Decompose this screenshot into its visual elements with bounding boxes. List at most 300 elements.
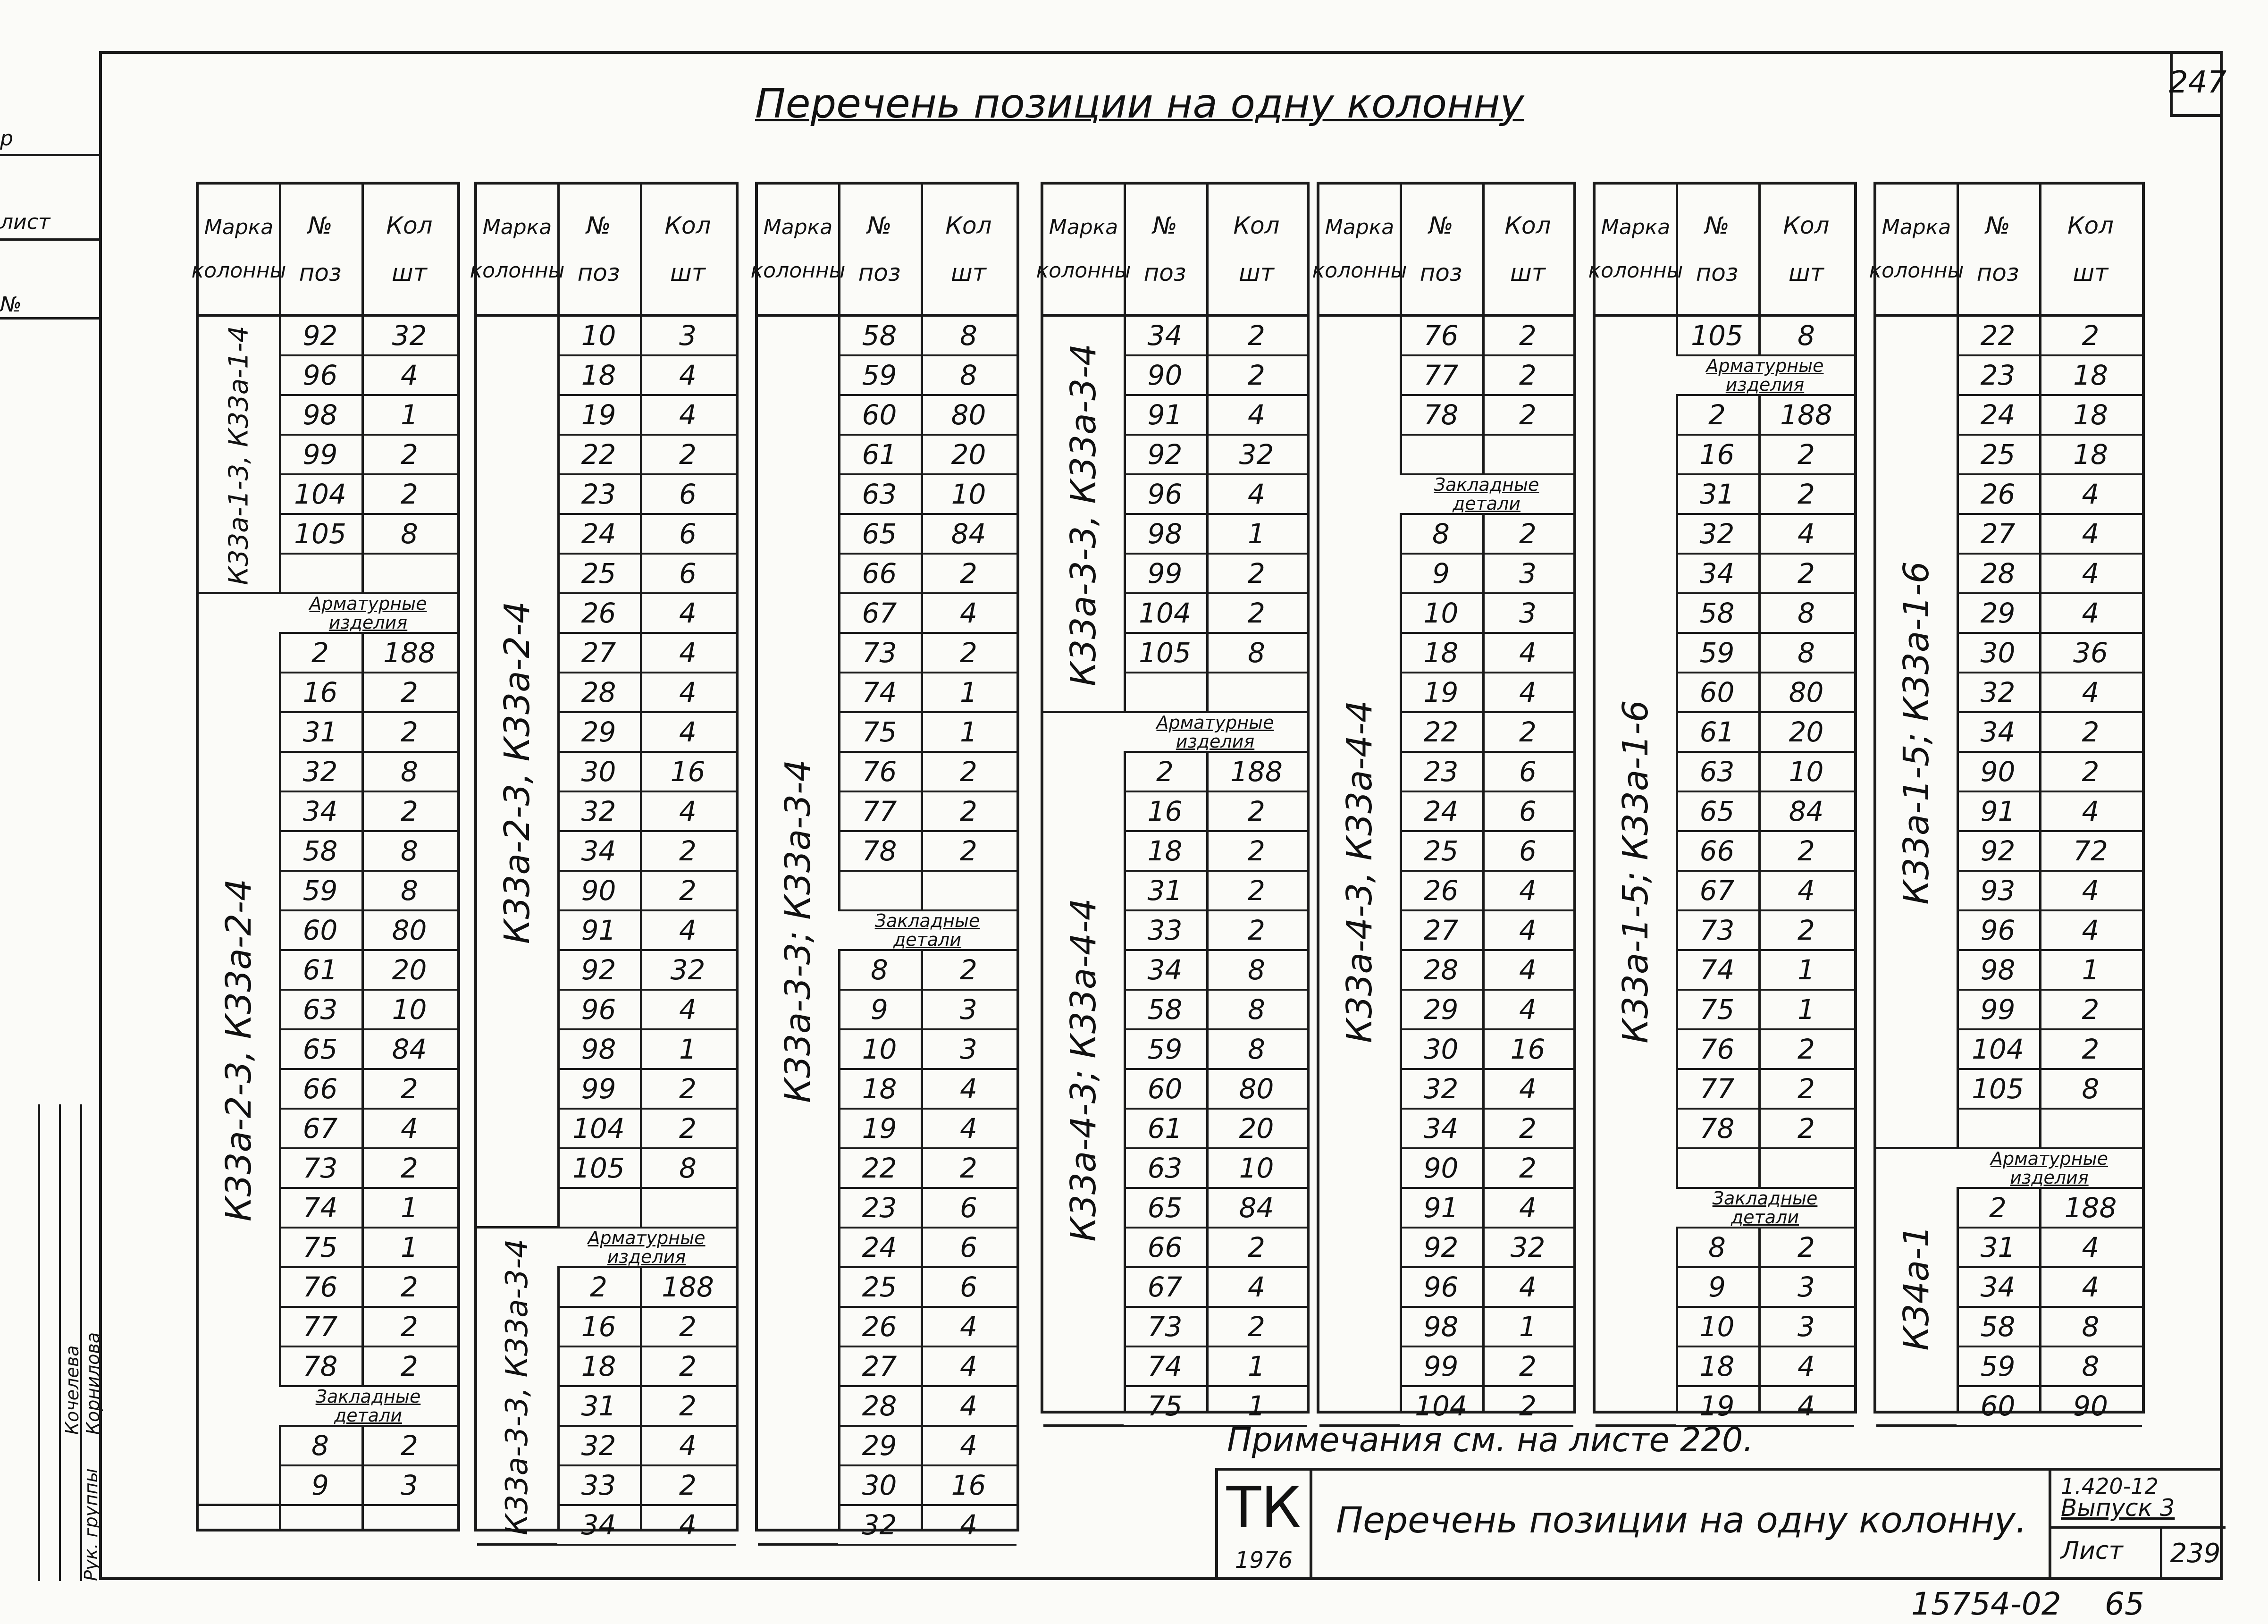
header-pos-text: №: [586, 212, 611, 239]
quantity: 2: [401, 1152, 418, 1184]
quantity: 8: [1248, 1033, 1265, 1065]
quantity: 4: [2082, 1231, 2100, 1263]
position-number: 96: [1423, 1271, 1459, 1303]
quantity: 2: [679, 1350, 697, 1382]
table-row: [557, 1189, 736, 1229]
stamp-sheet-number: 239: [2160, 1526, 2228, 1580]
table-row: [838, 673, 1016, 713]
position-table: [1588, 182, 1857, 1422]
table-row: [557, 396, 736, 436]
position-number: 32: [1699, 518, 1735, 550]
position-number: 8: [871, 954, 888, 986]
table-row: [557, 673, 736, 713]
table-row: [1124, 1229, 1307, 1268]
sideband-name2: Корнилова: [83, 1332, 103, 1435]
position-number: 33: [1147, 914, 1183, 946]
position-number: 27: [581, 637, 616, 669]
table-row: [279, 1268, 457, 1308]
quantity: 4: [960, 1430, 977, 1462]
doc-box: [2049, 1471, 2226, 1580]
header-mark-text: колонны: [191, 259, 286, 283]
position-number: 28: [1980, 557, 2016, 589]
position-number: 25: [1423, 835, 1459, 867]
table-row: [1124, 951, 1307, 991]
quantity: [361, 555, 457, 592]
header-pos: [838, 185, 921, 314]
table-row: [1124, 1030, 1307, 1070]
quantity: 2: [960, 756, 977, 788]
approval-sideband: [38, 1104, 103, 1581]
doc-number: 1.420-12: [2061, 1473, 2159, 1499]
quantity: 4: [679, 716, 697, 748]
quantity: 1: [1248, 1390, 1265, 1422]
table-row: [279, 555, 457, 594]
quantity: 1: [1248, 518, 1265, 550]
table-row: [1676, 515, 1854, 555]
quantity: 6: [1519, 835, 1537, 867]
quantity: 84: [1239, 1192, 1274, 1224]
header-pos-text: №: [308, 212, 333, 239]
section-header-embedded: [1676, 1189, 1854, 1229]
table-row: [838, 396, 1016, 436]
table-row: [557, 832, 736, 872]
position-number: 8: [311, 1430, 329, 1462]
table-row: [1676, 396, 1854, 436]
quantity: 80: [951, 399, 986, 431]
quantity: 2: [679, 1073, 697, 1105]
position-number: 98: [1980, 954, 2016, 986]
table-row: [838, 1347, 1016, 1387]
quantity: 4: [401, 1112, 418, 1144]
position-number: 92: [1423, 1231, 1459, 1263]
quantity: 4: [2082, 875, 2100, 907]
table-row: [279, 991, 457, 1030]
position-number: 9: [311, 1469, 329, 1501]
quantity: 2: [1798, 914, 1815, 946]
table-row: [1400, 1110, 1573, 1149]
table-row: [1400, 555, 1573, 594]
quantity: 2: [1798, 1231, 1815, 1263]
header-qty-text: Кол: [1504, 212, 1551, 239]
table-row: [557, 1466, 736, 1506]
table-row: [838, 753, 1016, 792]
table-row: [1124, 594, 1307, 634]
quantity: 2: [960, 1152, 977, 1184]
position-number: 98: [1423, 1311, 1459, 1343]
margin-label-list: лист: [0, 210, 99, 241]
header-mark-text: колонны: [470, 259, 565, 283]
table-row: [838, 1070, 1016, 1110]
position-number: 34: [1980, 716, 2016, 748]
table-row: [1400, 594, 1573, 634]
quantity: 4: [679, 993, 697, 1026]
quantity: 1: [960, 676, 977, 708]
quantity: 2: [2082, 1033, 2100, 1065]
quantity: 2: [679, 1112, 697, 1144]
table-row: [1124, 911, 1307, 951]
quantity: 188: [2064, 1192, 2117, 1224]
position-number: 91: [581, 914, 616, 946]
quantity: 2: [401, 478, 418, 510]
table-header: [1869, 185, 2142, 317]
quantity: 1: [2082, 954, 2100, 986]
quantity: 2: [960, 795, 977, 827]
table-row: [557, 872, 736, 911]
position-number: 2: [590, 1271, 607, 1303]
position-number: 73: [1147, 1311, 1183, 1343]
header-mark: [1869, 185, 1964, 314]
position-number: 96: [1147, 478, 1183, 510]
section-header-text: Закладные: [874, 910, 980, 931]
quantity: 18: [2073, 399, 2108, 431]
table-row: [1957, 1070, 2142, 1110]
table-row: [1676, 951, 1854, 991]
quantity: 3: [960, 993, 977, 1026]
table-row: [557, 1149, 736, 1189]
position-number: 99: [302, 438, 338, 471]
table-row: [279, 872, 457, 911]
position-number: 32: [1423, 1073, 1459, 1105]
position-number: 104: [572, 1112, 625, 1144]
table-row: [1957, 753, 2142, 792]
table-row: [557, 356, 736, 396]
position-number: 65: [302, 1033, 338, 1065]
position-number: 74: [862, 676, 897, 708]
quantity: 2: [1798, 438, 1815, 471]
table-row: [557, 911, 736, 951]
table-row: [279, 1308, 457, 1347]
table-row: [1124, 1308, 1307, 1347]
quantity: 10: [1789, 756, 1824, 788]
quantity: 90: [2073, 1390, 2108, 1422]
table-header: [1312, 185, 1573, 317]
table-row: [557, 1308, 736, 1347]
quantity: 4: [1519, 954, 1537, 986]
table-row: [838, 1189, 1016, 1229]
header-qty-text: шт: [1510, 259, 1546, 286]
position-number: 104: [294, 478, 346, 510]
position-number: 24: [581, 518, 616, 550]
table-row: [557, 555, 736, 594]
position-number: 105: [1691, 320, 1743, 352]
position-number: 98: [302, 399, 338, 431]
position-number: 104: [1415, 1390, 1467, 1422]
table-row: [1676, 792, 1854, 832]
quantity: 4: [960, 1390, 977, 1422]
header-mark-text: колонны: [750, 259, 846, 283]
table-row: [1676, 911, 1854, 951]
table-row: [1957, 1229, 2142, 1268]
position-number: [1124, 673, 1206, 711]
position-number: 58: [862, 320, 897, 352]
section-header-text: Арматурные: [588, 1228, 706, 1248]
position-number: [1400, 436, 1482, 473]
table-row: [1957, 872, 2142, 911]
quantity: 3: [1798, 1271, 1815, 1303]
table-row: [557, 317, 736, 356]
header-mark-text: колонны: [1588, 259, 1683, 283]
header-qty: [640, 185, 736, 314]
quantity: 4: [679, 359, 697, 391]
table-row: [279, 396, 457, 436]
table-row: [279, 317, 457, 356]
table-row: [1124, 1268, 1307, 1308]
quantity: 2: [401, 716, 418, 748]
position-number: 59: [302, 875, 338, 907]
position-number: 65: [862, 518, 897, 550]
position-number: 16: [302, 676, 338, 708]
org-box: [1218, 1471, 1312, 1580]
quantity: 6: [1519, 756, 1537, 788]
quantity: [1206, 673, 1307, 711]
position-number: 34: [581, 835, 616, 867]
position-number: 91: [1147, 399, 1183, 431]
position-number: 76: [862, 756, 897, 788]
table-row: [1676, 1347, 1854, 1387]
position-number: 98: [1147, 518, 1183, 550]
table-row: [557, 951, 736, 991]
position-number: 78: [302, 1350, 338, 1382]
position-number: 9: [871, 993, 888, 1026]
table-row: [279, 1189, 457, 1229]
quantity: 1: [401, 1192, 418, 1224]
table-row: [1400, 1189, 1573, 1229]
quantity: 4: [1519, 875, 1537, 907]
header-pos-text: №: [1152, 212, 1177, 239]
position-number: 8: [1432, 518, 1450, 550]
position-number: 16: [581, 1311, 616, 1343]
quantity: [921, 872, 1016, 909]
quantity: 2: [960, 637, 977, 669]
quantity: 4: [679, 1509, 697, 1541]
quantity: 2: [1248, 557, 1265, 589]
position-number: 10: [1423, 597, 1459, 629]
position-number: 24: [862, 1231, 897, 1263]
table-row: [557, 991, 736, 1030]
column-mark-label: К33а-1-5; К33а-1-6: [1615, 700, 1656, 1043]
position-table: [750, 182, 1019, 1541]
table-row: [1400, 1268, 1573, 1308]
quantity: 2: [2082, 716, 2100, 748]
quantity: 20: [1239, 1112, 1274, 1144]
table-row: [1124, 991, 1307, 1030]
position-number: 77: [302, 1311, 338, 1343]
stamp-year: 1976: [1235, 1547, 1293, 1574]
table-row: [279, 1149, 457, 1189]
section-header-text: детали: [1452, 493, 1521, 514]
position-number: [838, 872, 921, 909]
table-header: [191, 185, 457, 317]
section-header-text: детали: [893, 929, 962, 950]
header-pos-text: №: [1428, 212, 1453, 239]
position-number: 76: [1423, 320, 1459, 352]
header-mark: [470, 185, 565, 314]
header-mark-text: Марка: [1601, 215, 1671, 239]
table-row: [279, 673, 457, 713]
position-number: 99: [1147, 557, 1183, 589]
position-number: 34: [1699, 557, 1735, 589]
column-mark-label: К33а-2-3, К33а-2-4: [218, 878, 259, 1222]
table-row: [1957, 356, 2142, 396]
position-number: 90: [1980, 756, 2016, 788]
header-qty-text: шт: [951, 259, 986, 286]
quantity: 2: [1519, 1390, 1537, 1422]
quantity: 6: [960, 1271, 977, 1303]
table-row: [1957, 673, 2142, 713]
table-row: [1957, 951, 2142, 991]
quantity: 188: [1230, 756, 1283, 788]
position-number: 105: [1972, 1073, 2024, 1105]
section-header-text: детали: [334, 1405, 403, 1426]
section-header-embedded: [279, 1387, 457, 1427]
section-header-text: Арматурные: [309, 593, 427, 614]
position-number: 9: [1432, 557, 1450, 589]
sheet-number: 247: [2170, 51, 2223, 117]
quantity: 32: [392, 320, 427, 352]
position-number: 73: [862, 637, 897, 669]
position-number: 105: [294, 518, 346, 550]
position-number: 77: [1699, 1073, 1735, 1105]
position-number: 34: [302, 795, 338, 827]
position-number: 16: [1147, 795, 1183, 827]
quantity: 4: [679, 676, 697, 708]
quantity: 2: [401, 1311, 418, 1343]
quantity: 2: [1519, 359, 1537, 391]
quantity: 4: [2082, 676, 2100, 708]
table-row: [838, 872, 1016, 911]
quantity: 2: [1248, 795, 1265, 827]
quantity: 6: [679, 518, 697, 550]
quantity: [640, 1189, 736, 1227]
position-number: 59: [1699, 637, 1735, 669]
table-row: [557, 1070, 736, 1110]
position-number: 60: [1980, 1390, 2016, 1422]
header-qty-text: шт: [670, 259, 706, 286]
quantity: 2: [1519, 320, 1537, 352]
section-header-text: изделия: [1176, 731, 1255, 752]
position-number: 59: [1980, 1350, 2016, 1382]
table-row: [1676, 317, 1854, 356]
position-table: [470, 182, 739, 1541]
quantity: 2: [1248, 875, 1265, 907]
table-row: [1124, 872, 1307, 911]
quantity: 1: [1798, 993, 1815, 1026]
header-mark-text: Марка: [1325, 215, 1394, 239]
quantity: 4: [1248, 399, 1265, 431]
sheet-label: Лист: [2061, 1537, 2123, 1565]
table-row: [1400, 436, 1573, 475]
table-row: [1676, 634, 1854, 673]
quantity: 4: [679, 597, 697, 629]
column-mark-label: К33а-2-3, К33а-2-4: [497, 601, 538, 944]
quantity: 2: [1798, 1112, 1815, 1144]
section-header-text: изделия: [2010, 1167, 2089, 1188]
header-mark-text: Марка: [204, 215, 274, 239]
quantity: 4: [1798, 518, 1815, 550]
quantity: 1: [1798, 954, 1815, 986]
table-row: [1676, 832, 1854, 872]
table-row: [1957, 713, 2142, 753]
position-number: 32: [581, 1430, 616, 1462]
quantity: 2: [1519, 1152, 1537, 1184]
header-pos: [1676, 185, 1758, 314]
position-number: 2: [1708, 399, 1726, 431]
table-row: [1124, 1110, 1307, 1149]
position-number: 26: [862, 1311, 897, 1343]
table-row: [557, 1427, 736, 1466]
table-row: [1676, 1229, 1854, 1268]
position-number: 18: [862, 1073, 897, 1105]
table-row: [1957, 555, 2142, 594]
table-row: [279, 832, 457, 872]
table-row: [279, 1427, 457, 1466]
section-header-text: Арматурные: [1990, 1148, 2108, 1169]
header-pos-text: поз: [1143, 259, 1186, 286]
position-number: 27: [1423, 914, 1459, 946]
table-row: [838, 951, 1016, 991]
position-number: 60: [862, 399, 897, 431]
table-row: [838, 991, 1016, 1030]
quantity: 188: [1780, 399, 1832, 431]
position-number: 31: [1980, 1231, 2016, 1263]
header-qty: [2039, 185, 2142, 314]
quantity: 32: [1510, 1231, 1546, 1263]
table-row: [1400, 832, 1573, 872]
position-number: 34: [1147, 320, 1183, 352]
quantity: 2: [2082, 320, 2100, 352]
table-row: [1957, 1308, 2142, 1347]
org-code: ТК: [1226, 1475, 1302, 1541]
table-row: [557, 1387, 736, 1427]
table-row: [838, 317, 1016, 356]
quantity: 8: [1798, 597, 1815, 629]
position-number: 75: [862, 716, 897, 748]
position-number: 58: [1699, 597, 1735, 629]
position-number: 18: [1423, 637, 1459, 669]
quantity: [2039, 1110, 2142, 1147]
position-number: 66: [862, 557, 897, 589]
position-number: 22: [1980, 320, 2016, 352]
position-number: 104: [1972, 1033, 2024, 1065]
quantity: 3: [1798, 1311, 1815, 1343]
quantity: 4: [1519, 914, 1537, 946]
quantity: 4: [2082, 1271, 2100, 1303]
quantity: 2: [401, 795, 418, 827]
position-number: 77: [862, 795, 897, 827]
quantity: 4: [679, 637, 697, 669]
quantity: 4: [2082, 795, 2100, 827]
header-mark: [191, 185, 286, 314]
quantity: 4: [679, 399, 697, 431]
table-row: [1957, 396, 2142, 436]
position-number: 18: [581, 359, 616, 391]
table-row: [279, 1110, 457, 1149]
table-row: [1400, 317, 1573, 356]
header-pos-text: поз: [577, 259, 620, 286]
quantity: 2: [679, 438, 697, 471]
quantity: 6: [960, 1192, 977, 1224]
table-row: [279, 951, 457, 991]
section-header-text: Закладные: [315, 1386, 421, 1407]
quantity: 4: [2082, 914, 2100, 946]
position-number: 59: [862, 359, 897, 391]
position-number: 32: [581, 795, 616, 827]
header-mark-text: Марка: [763, 215, 833, 239]
position-number: 26: [1980, 478, 2016, 510]
stamp-title: Перечень позиции на одну колонну.: [1336, 1499, 2027, 1541]
table-row: [1124, 1189, 1307, 1229]
position-number: 29: [1423, 993, 1459, 1026]
